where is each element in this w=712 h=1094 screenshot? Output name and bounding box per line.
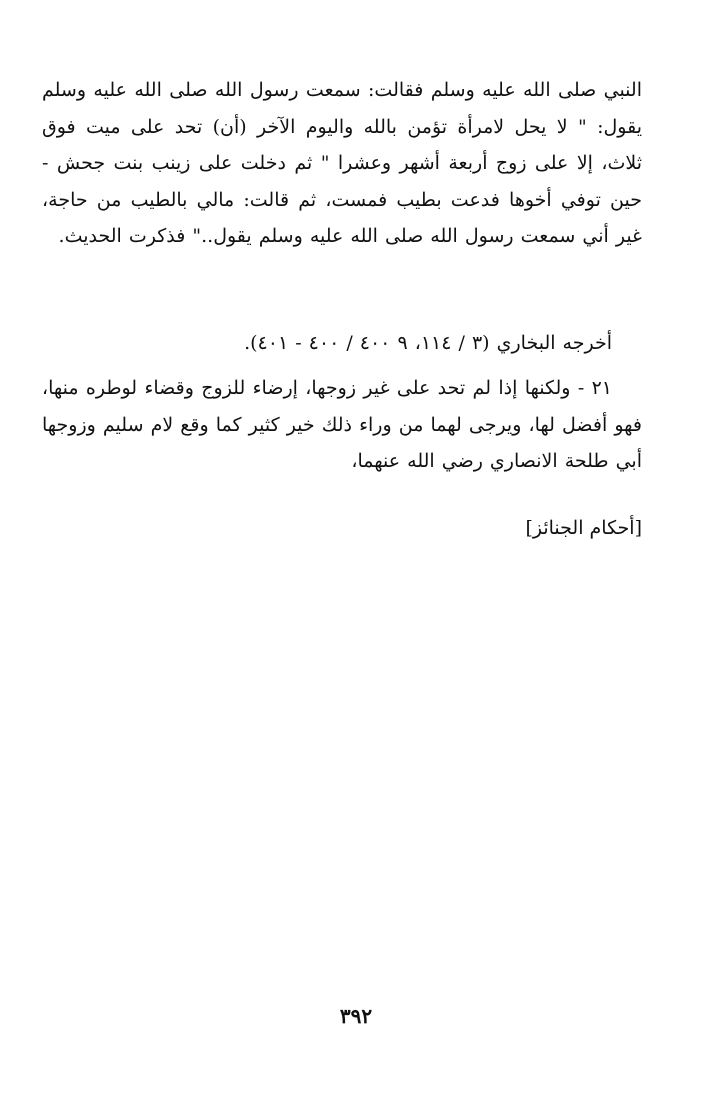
item-21-number: ٢١ -	[577, 377, 613, 399]
hadith-paragraph: النبي صلى الله عليه وسلم فقالت: سمعت رسول الله صلى الله عليه وسلم يقول: " لا يحل لامرأة تؤمن بالله واليوم الآخر (أن) تحد على ميت فوق ثلاث، إلا على زوج أربعة أشهر وعشرا " ثم دخلت على زينب بنت جحش - حين توفي أخوها فدعت بطيب فمست، ثم قالت: مالي بالطيب من حاجة، غير أني سمعت رسول الله صلى الله عليه وسلم يقول.." فذكرت الحديث.	[42, 79, 642, 247]
item-21-text: ولكنها إذا لم تحد على غير زوجها، إرضاء للزوج وقضاء لوطره منها، فهو أفضل لها، ويرجى لهما من وراء ذلك خير كثير كما وقع لام سليم وزوجها أبي طلحة الانصاري رضي الله عنهما،	[42, 377, 642, 472]
item-21-paragraph	[42, 370, 642, 480]
source-reference: [أحكام الجنائز]	[525, 517, 642, 539]
citation-line: أخرجه البخاري (٣ / ١١٤، ٩ ٤٠٠ / ٤٠٠ - ٤٠١).	[244, 332, 612, 354]
page-number: ٣٩٢	[339, 1004, 373, 1028]
